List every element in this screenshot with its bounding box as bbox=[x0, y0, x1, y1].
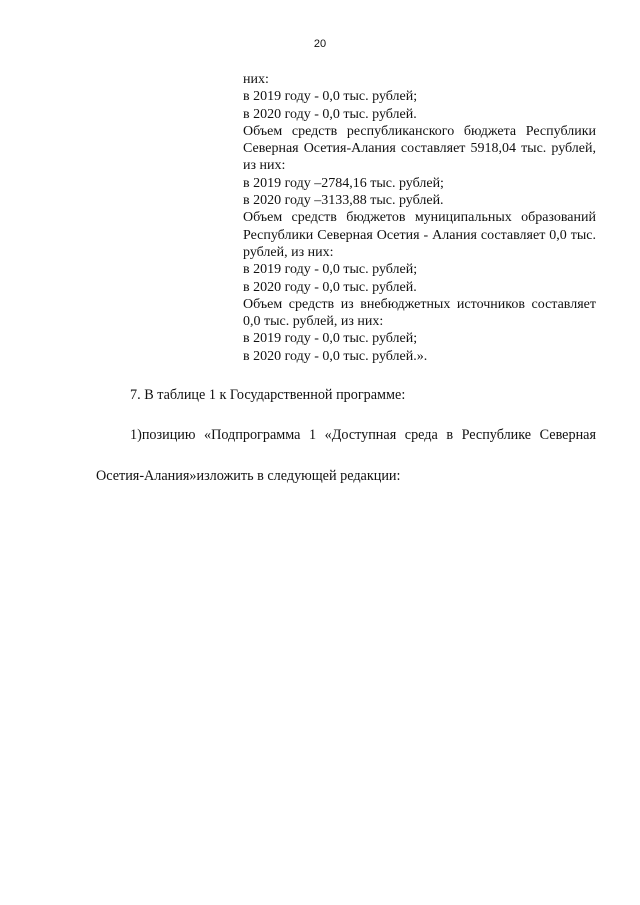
text-line: в 2019 году –2784,16 тыс. рублей; bbox=[243, 175, 444, 191]
extrabudgetary-paragraph: Объем средств из внебюджетных источников составляет 0,0 тыс. рублей, из них: bbox=[243, 296, 596, 330]
item-7-heading: 7. В таблице 1 к Государственной программе: bbox=[130, 387, 406, 403]
text-line: в 2020 году - 0,0 тыс. рублей. bbox=[243, 106, 417, 122]
text-line: в 2020 году - 0,0 тыс. рублей.». bbox=[243, 348, 428, 364]
item-1-paragraph: 1)позицию «Подпрограмма 1 «Доступная среда в Республике Северная bbox=[130, 427, 596, 443]
republican-budget-paragraph: Объем средств республиканского бюджета Республики Северная Осетия-Алания составляет 5918,04 тыс. рублей, из них: bbox=[243, 123, 596, 174]
municipal-budget-paragraph: Объем средств бюджетов муниципальных образований Республики Северная Осетия - Алания составляет 0,0 тыс. рублей, из них: bbox=[243, 210, 596, 260]
text-line: в 2019 году - 0,0 тыс. рублей; bbox=[243, 331, 418, 347]
funding-text-block bbox=[243, 71, 596, 365]
item-1-paragraph-continuation: Осетия-Алания»изложить в следующей редакции: bbox=[96, 468, 401, 484]
text-line: в 2019 году - 0,0 тыс. рублей; bbox=[243, 262, 418, 278]
text-line: в 2019 году - 0,0 тыс. рублей; bbox=[243, 89, 418, 105]
text-line: в 2020 году - 0,0 тыс. рублей. bbox=[243, 279, 417, 295]
page-number: 20 bbox=[313, 38, 327, 50]
text-line: них: bbox=[243, 72, 269, 87]
text-line: в 2020 году –3133,88 тыс. рублей. bbox=[243, 193, 444, 209]
